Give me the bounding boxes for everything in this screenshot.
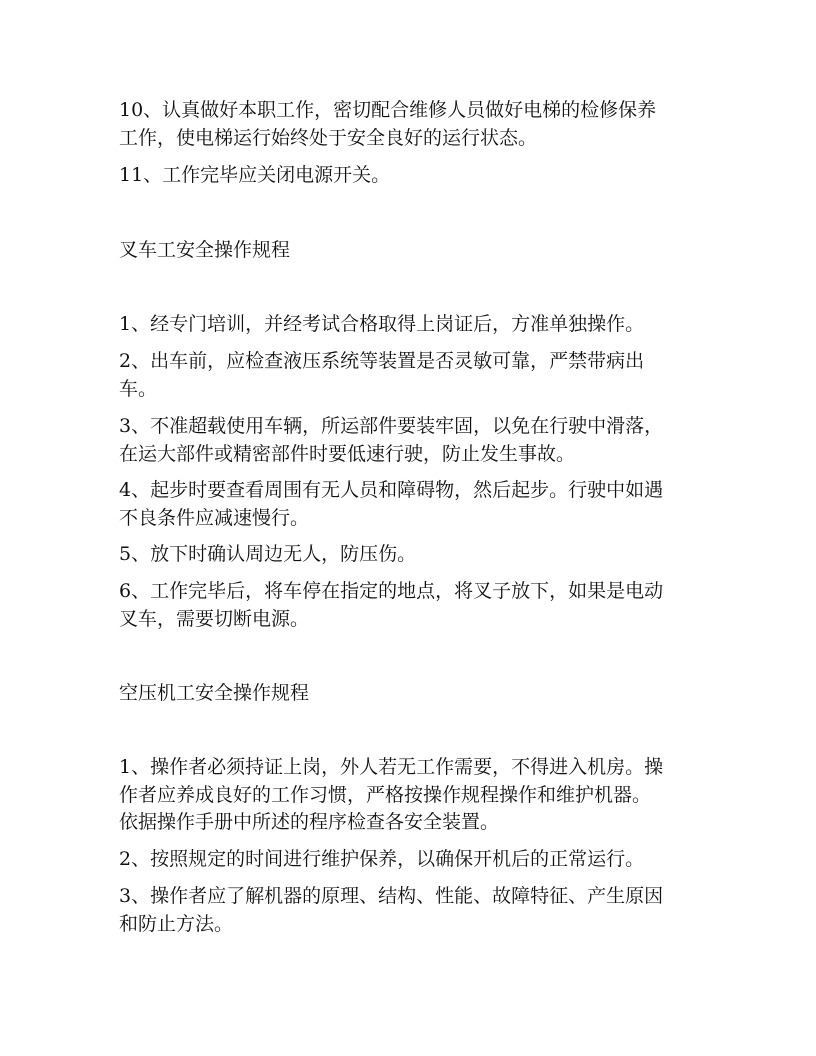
forklift-item-5 [119, 541, 416, 569]
text-line: 依据操作手册中所述的程序检查各安全装置。 [119, 811, 500, 833]
paragraph-item-10 [119, 97, 656, 152]
text-line: 车。 [119, 377, 158, 400]
text-line: 叉车，需要切断电源。 [119, 607, 310, 630]
compressor-item-2 [119, 846, 644, 874]
text-line: 2、按照规定的时间进行维护保养，以确保开机后的正常运行。 [119, 848, 645, 870]
forklift-item-3 [119, 413, 663, 468]
text-line: 3、不准超载使用车辆，所运部件要装牢固，以免在行驶中滑落， [119, 415, 664, 437]
text-line: 工作，使电梯运行始终处于安全良好的运行状态。 [119, 126, 538, 149]
text-line: 和防止方法。 [119, 912, 234, 935]
text-line: 6、工作完毕后，将车停在指定的地点，将叉子放下，如果是电动 [119, 580, 664, 602]
text-line: 11、工作完毕应关闭电源开关。 [119, 164, 391, 186]
section-heading-forklift: 叉车工安全操作规程 [119, 239, 291, 261]
text-line: 3、操作者应了解机器的原理、结构、性能、故障特征、产生原因 [119, 885, 664, 907]
forklift-item-2 [119, 348, 644, 403]
forklift-item-4 [119, 477, 663, 532]
paragraph-item-11 [119, 162, 390, 190]
text-line: 不良条件应减速慢行。 [119, 506, 310, 529]
text-line: 1、经专门培训，并经考试合格取得上岗证后，方准单独操作。 [119, 313, 645, 335]
text-line: 1、操作者必须持证上岗，外人若无工作需要，不得进入机房。操 [119, 756, 664, 778]
section-heading-compressor: 空压机工安全操作规程 [119, 682, 310, 704]
text-line: 4、起步时要查看周围有无人员和障碍物，然后起步。行驶中如遇 [119, 479, 664, 501]
text-line: 5、放下时确认周边无人，防压伤。 [119, 543, 417, 565]
text-line: 2、出车前，应检查液压系统等装置是否灵敏可靠，严禁带病出 [119, 350, 645, 372]
text-line: 在运大部件或精密部件时要低速行驶，防止发生事故。 [119, 442, 576, 465]
forklift-item-6 [119, 578, 663, 633]
text-line: 作者应养成良好的工作习惯，严格按操作规程操作和维护机器。 [119, 783, 652, 806]
compressor-item-3 [119, 883, 663, 938]
compressor-item-1 [119, 754, 663, 837]
forklift-item-1 [119, 311, 644, 339]
text-line: 10、认真做好本职工作，密切配合维修人员做好电梯的检修保养 [119, 99, 657, 121]
